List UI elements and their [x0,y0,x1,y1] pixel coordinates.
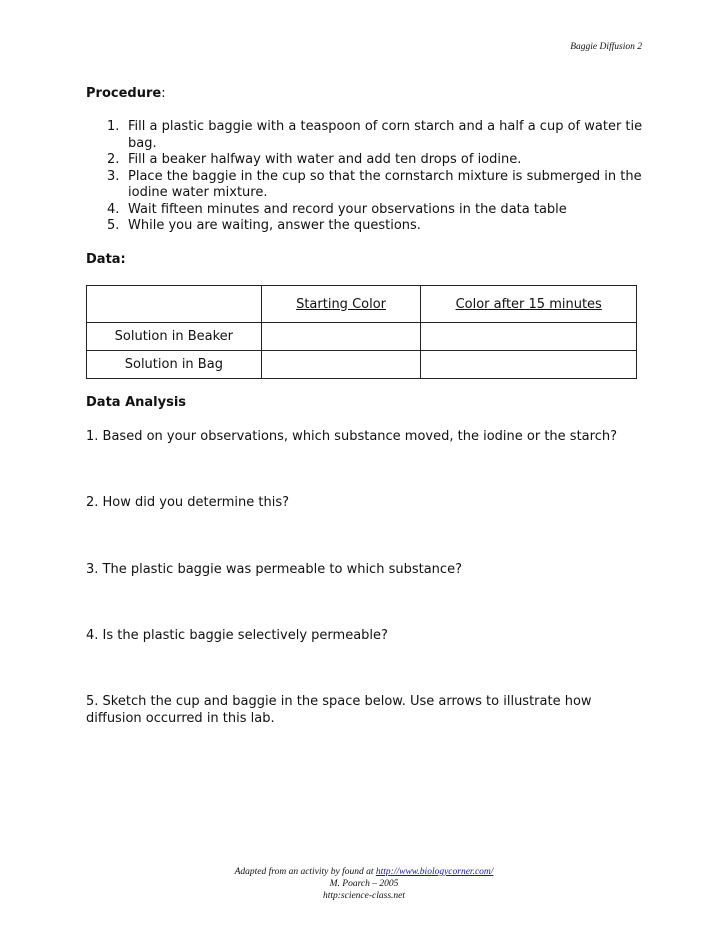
procedure-step [86,218,646,235]
data-heading: Data: [86,252,126,267]
footer-source-link[interactable]: http://www.biologycorner.com/ [375,867,494,877]
analysis-question-2: 2. How did you determine this? [86,495,290,510]
data-table [86,285,637,379]
color-after-cell[interactable] [421,351,637,379]
procedure-step [86,202,646,219]
table-header-cell [261,286,421,323]
footer-prefix: Adapted from an activity by found at [234,867,376,877]
data-analysis-heading: Data Analysis [86,395,187,410]
step-number: 3. [107,168,120,184]
procedure-step [86,152,646,169]
table-header-cell-empty [87,286,262,323]
row-label: Solution in Beaker [87,323,262,351]
color-after-cell[interactable] [421,323,637,351]
page-footer [0,866,728,902]
table-row [87,351,637,379]
step-text: Fill a plastic baggie with a teaspoon of corn starch and a half a cup of water tie bag. [128,119,643,151]
footer-attribution [0,866,728,878]
starting-color-cell[interactable] [261,351,421,379]
procedure-heading [86,86,166,101]
row-label: Solution in Bag [87,351,262,379]
table-header-row [87,286,637,323]
step-text: Wait fifteen minutes and record your observations in the data table [128,201,567,217]
step-text: Place the baggie in the cup so that the cornstarch mixture is submerged in the iodine water mixture. [128,168,642,200]
step-text: While you are waiting, answer the questions. [128,218,421,233]
table-row [87,323,637,351]
procedure-heading-text: Procedure [86,86,162,101]
analysis-question-5: 5. Sketch the cup and baggie in the space below. Use arrows to illustrate how diffusion occurred in this lab. [86,694,592,726]
color-after-header: Color after 15 minutes [455,296,602,312]
procedure-step [86,169,646,202]
starting-color-cell[interactable] [261,323,421,351]
step-number: 1. [107,119,120,134]
page-header: Baggie Diffusion 2 [570,42,642,52]
procedure-list [86,119,646,235]
footer-site: http:science-class.net [322,891,406,901]
step-text: Fill a beaker halfway with water and add ten drops of iodine. [128,152,522,167]
procedure-heading-colon: : [161,86,166,101]
step-number: 4. [107,201,120,217]
analysis-question-4: 4. Is the plastic baggie selectively permeable? [86,628,388,643]
footer-author: M. Poarch – 2005 [329,879,399,889]
table-header-cell [421,286,637,323]
step-number: 5. [107,218,120,233]
procedure-step [86,119,646,152]
analysis-question-1: 1. Based on your observations, which substance moved, the iodine or the starch? [86,429,617,444]
step-number: 2. [107,152,120,167]
starting-color-header: Starting Color [296,296,387,312]
analysis-question-3: 3. The plastic baggie was permeable to which substance? [86,562,462,577]
